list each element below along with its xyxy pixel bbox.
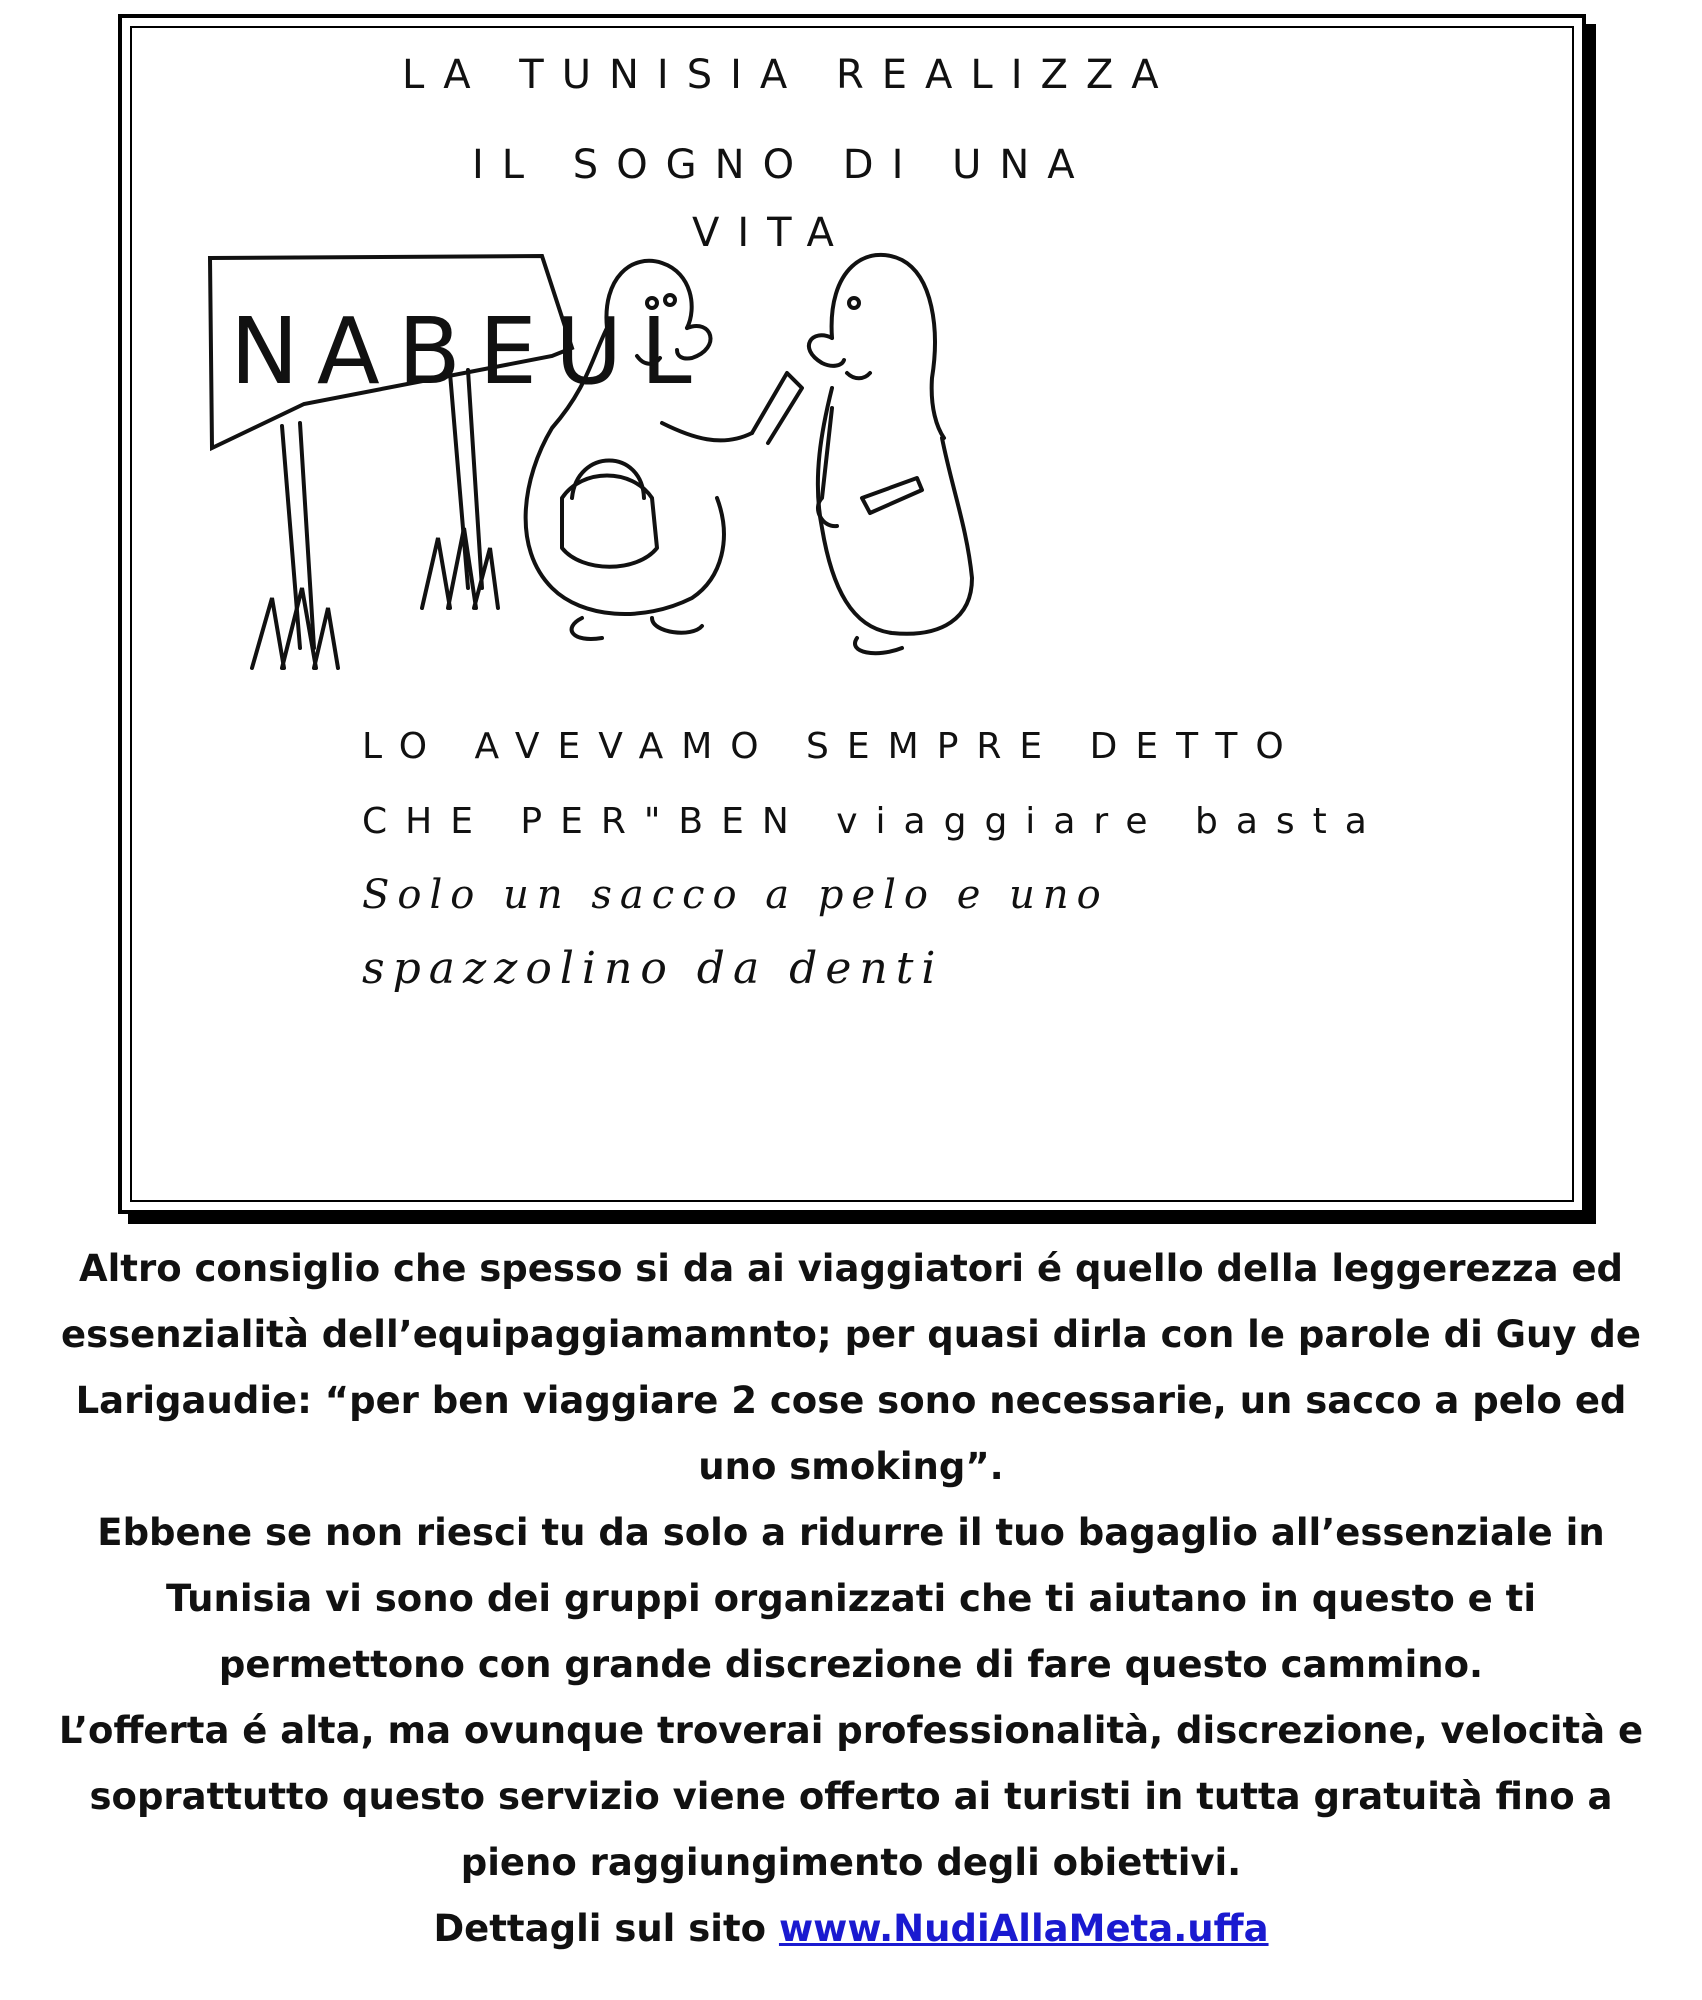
quote-line-2: CHE PER"BEN viaggiare basta <box>362 801 1385 842</box>
quote-line-1: LO AVEVAMO SEMPRE DETTO <box>362 726 1302 767</box>
caption-text <box>40 1236 1662 1962</box>
sign-text: NABEUL <box>230 298 710 405</box>
cartoon-panel <box>130 26 1574 1202</box>
quote-line-4: spazzolino da denti <box>362 943 944 994</box>
caption-paragraph-1: Altro consiglio che spesso si da ai viaggiatori é quello della leggerezza ed essenzialità dell’equipaggiamamnto; per quasi dirla con le parole di Guy de Larigaudie: “per ben viaggiare 2 cose sono necessarie, un sacco a pelo ed uno smoking”. <box>61 1247 1641 1488</box>
cartoon-title-line-3: VITA <box>692 210 852 256</box>
quote-line-3: Solo un sacco a pelo e uno <box>362 872 1109 918</box>
cartoon-title-line-2: IL SOGNO DI UNA <box>472 142 1093 188</box>
cartoon-title-line-1: LA TUNISIA REALIZZA <box>402 52 1177 98</box>
caption-details-line <box>40 1896 1662 1962</box>
website-link[interactable]: www.NudiAllaMeta.uffa <box>778 1907 1269 1950</box>
cartoon-drawing <box>132 28 1578 1204</box>
caption-paragraph-3: L’offerta é alta, ma ovunque troverai professionalità, discrezione, velocità e soprattutto questo servizio viene offerto ai turisti in tutta gratuità fino a pieno raggiungimento degli obiettivi. <box>58 1709 1644 1884</box>
cartoon-frame <box>118 14 1586 1214</box>
woman-figure <box>809 255 972 653</box>
caption-paragraph-2: Ebbene se non riesci tu da solo a ridurre il tuo bagaglio all’essenziale in Tunisia vi sono dei gruppi organizzati che ti aiutano in questo e ti permettono con grande discrezione di fare questo cammino. <box>97 1511 1605 1686</box>
details-prefix: Dettagli sul sito <box>433 1907 767 1950</box>
